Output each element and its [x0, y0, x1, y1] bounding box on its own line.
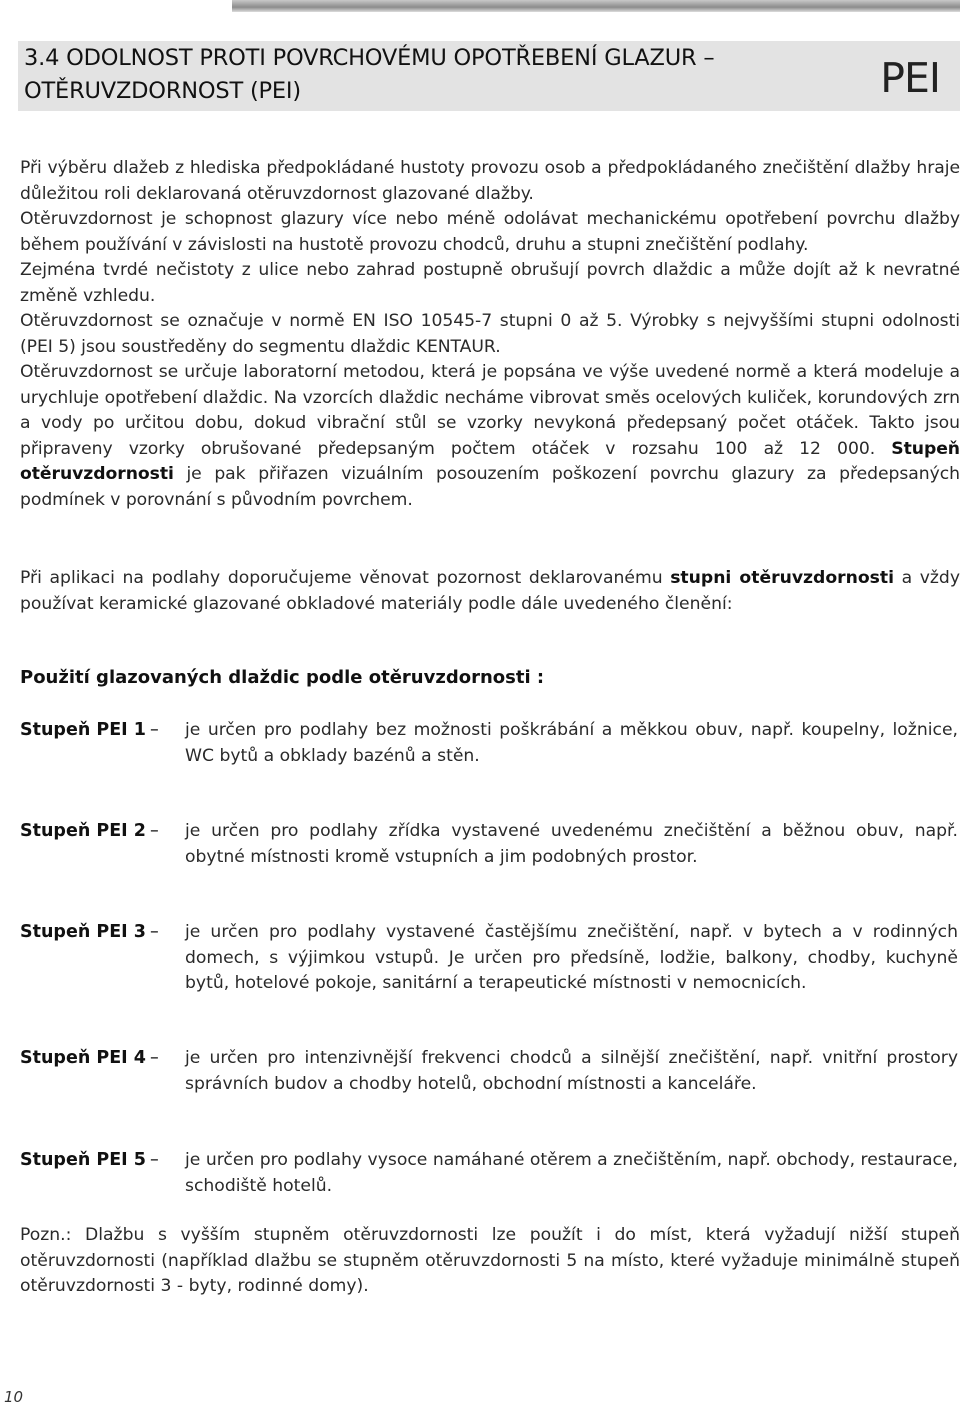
top-decorative-bar: [232, 0, 960, 12]
intro-p5-start: Otěruvzdornost se určuje laboratorní metodou, která je popsána ve výše uvedené normě a která modeluje a urychluje opotřebení dlaždic. Na vzorcích dlaždic necháme vibrovat směs ocelových kuliček, korundových zrn a vody po určitou dobu, dokud vibrační stůl se vzorky nevykoná předepsaný počet otáček. Takto jsou připraveny vzorky obrušované předepsaným počtem otáček v rozsahu 100 až 12 000.: [20, 362, 960, 459]
section-title: [24, 42, 714, 108]
recommend-start: Při aplikaci na podlahy doporučujeme věnovat pozornost deklarovanému: [20, 568, 671, 588]
pei-level-description: je určen pro podlahy vysoce namáhané otěrem a znečištěním, např. obchody, restaurace, schodiště hotelů.: [185, 1150, 959, 1196]
pei-level-name: Stupeň PEI 3: [20, 922, 146, 942]
section-title-line-1: 3.4 ODOLNOST PROTI POVRCHOVÉMU OPOTŘEBENÍ GLAZUR –: [24, 45, 715, 71]
section-code: PEI: [880, 54, 940, 102]
pei-level-dash: –: [149, 821, 159, 841]
pei-level-dash: –: [149, 922, 159, 942]
pei-level-label: [20, 1046, 185, 1072]
pei-level-name: Stupeň PEI 5: [20, 1150, 146, 1170]
pei-level-name: Stupeň PEI 2: [20, 821, 146, 841]
page-number: 10: [4, 1388, 24, 1406]
note-text: Pozn.: Dlažbu s vyšším stupněm otěruvzdornosti lze použít i do míst, která vyžadují nižší stupeň otěruvzdornosti (například dlažbu se stupněm otěruvzdornosti 5 na místo, které vyžaduje minimálně stupeň otěruvzdornosti 3 - byty, rodinné domy).: [20, 1225, 960, 1296]
intro-paragraph-5: [20, 360, 960, 513]
recommend-end: a vždy používat keramické glazované obkladové materiály podle dále uvedeného členění:: [20, 568, 960, 614]
recommend-bold: stupni otěruvzdornosti: [670, 568, 895, 588]
intro-paragraph-3: Zejména tvrdé nečistoty z ulice nebo zahrad postupně obrušují povrch dlaždic a může dojít až k nevratné změně vzhledu.: [20, 260, 960, 306]
pei-level-dash: –: [149, 720, 159, 740]
pei-level-dash: –: [149, 1150, 159, 1170]
pei-level-name: Stupeň PEI 4: [20, 1048, 146, 1068]
pei-level-description: je určen pro podlahy vystavené častějšímu znečištění, např. v bytech a v rodinných domech, s výjimkou vstupů. Je určen pro předsíně, lodžie, balkony, chodby, kuchyně bytů, hotelové pokoje, sanitární a terapeutické místnosti v nemocnicích.: [185, 922, 958, 993]
intro-text: [20, 156, 960, 513]
usage-heading: Použití glazovaných dlaždic podle otěruvzdornosti :: [20, 667, 545, 688]
intro-paragraph-2: Otěruvzdornost je schopnost glazury více nebo méně odolávat mechanickému opotřebení povrchu dlažby během používání v závislosti na hustotě provozu chodců, druhu a stupni znečištění podlahy.: [20, 209, 960, 255]
pei-level-dash: –: [149, 1048, 159, 1068]
pei-level-label: [20, 718, 185, 744]
pei-level-name: Stupeň PEI 1: [20, 720, 146, 740]
pei-level-description: je určen pro intenzivnější frekvenci chodců a silnější znečištění, např. vnitřní prostory správních budov a chodby hotelů, obchodní místnosti a kanceláře.: [185, 1048, 958, 1094]
pei-level-description: je určen pro podlahy bez možnosti poškrábání a měkkou obuv, např. koupelny, ložnice, WC bytů a obklady bazénů a stěn.: [185, 720, 958, 766]
pei-level-label: [20, 1148, 185, 1174]
pei-level-label: [20, 819, 185, 845]
pei-level-description: je určen pro podlahy zřídka vystavené uvedenému znečištění a běžnou obuv, např. obytné místnosti kromě vstupních a jim podobných prostor.: [185, 821, 958, 867]
section-title-line-2: OTĚRUVZDORNOST (PEI): [24, 78, 301, 104]
pei-level-label: [20, 920, 185, 946]
intro-paragraph-4: Otěruvzdornost se označuje v normě EN ISO 10545-7 stupni 0 až 5. Výrobky s nejvyššími stupni odolnosti (PEI 5) jsou soustředěny do segmentu dlaždic KENTAUR.: [20, 311, 960, 357]
intro-paragraph-1: Při výběru dlažeb z hlediska předpokládané hustoty provozu osob a předpokládaného znečištění dlažby hraje důležitou roli deklarovaná otěruvzdornost glazované dlažby.: [20, 158, 960, 204]
recommendation-text: [20, 566, 960, 617]
intro-p5-end: je pak přiřazen vizuálním posouzením poškození povrchu glazury za předepsaných podmínek v porovnání s původním povrchem.: [20, 464, 960, 510]
intro-p5-bold: Stupeň otěruvzdornosti: [20, 438, 960, 484]
recommendation-paragraph: [20, 566, 960, 617]
